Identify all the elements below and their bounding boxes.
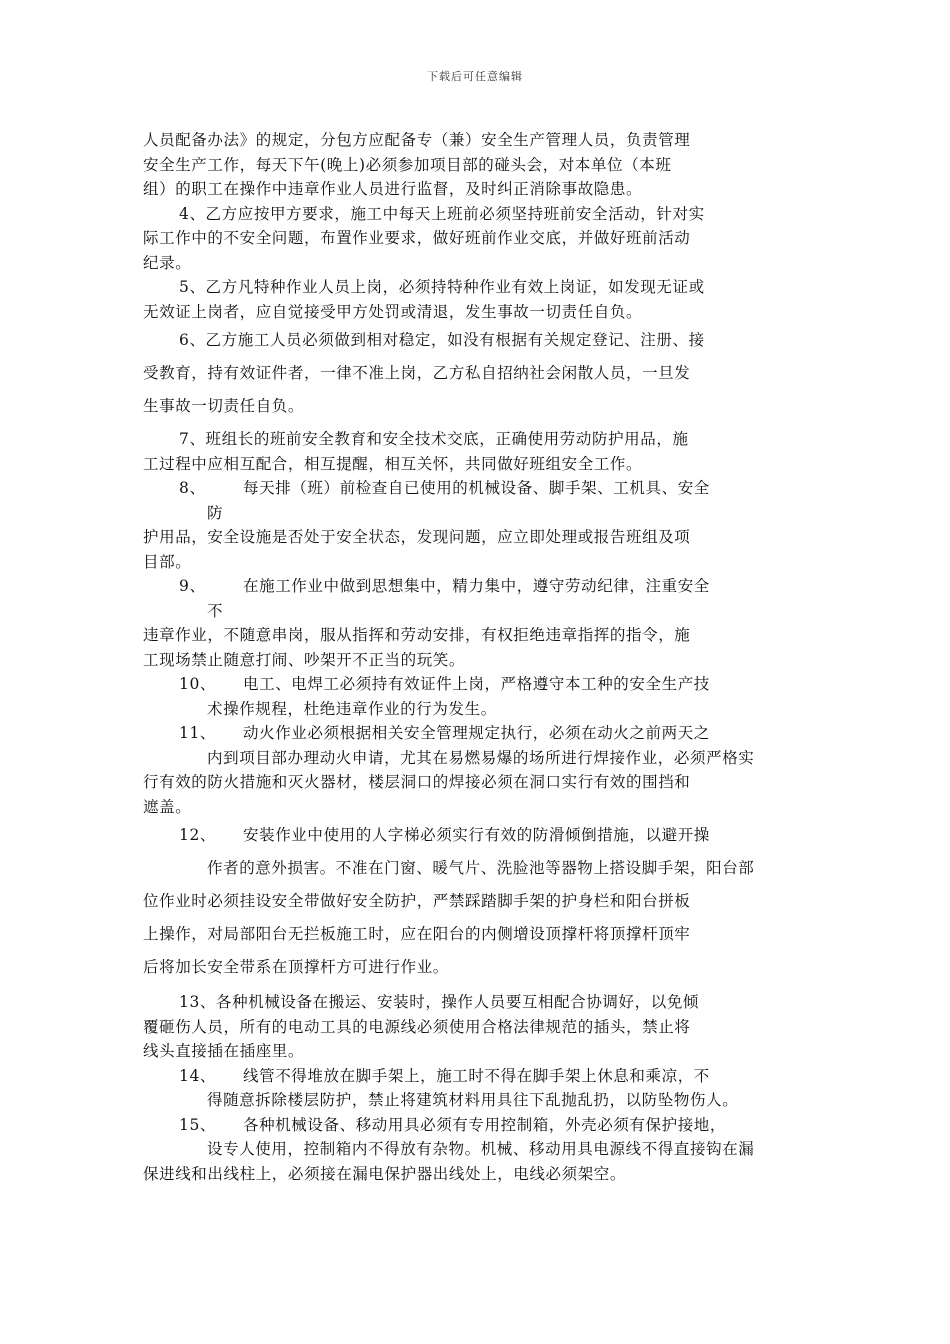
paragraph-line: 保进线和出线柱上，必须接在漏电保护器出线处上，电线必须架空。: [143, 1164, 627, 1183]
paragraph-line: [143, 819, 808, 852]
line-text: 安装作业中使用的人字梯必须实行有效的防滑倾倒措施，以避开操: [243, 826, 710, 844]
paragraph-p10: [143, 672, 808, 721]
paragraph-line: 遮盖。: [143, 797, 192, 816]
paragraph-p15: [143, 1113, 808, 1187]
item-number: 9、: [179, 577, 206, 595]
paragraph-line: 6、乙方施工人员必须做到相对稳定，如没有根据有关规定登记、注册、接: [179, 331, 705, 349]
paragraph-line: 无效证上岗者，应自觉接受甲方处罚或清退，发生事故一切责任自负。: [143, 302, 643, 321]
paragraph-line: 4、乙方应按甲方要求，施工中每天上班前必须坚持班前安全活动，针对实: [179, 204, 705, 223]
paragraph-line: 纪录。: [143, 253, 192, 272]
paragraph-line: 13、各种机械设备在搬运、安装时，操作人员要互相配合协调好，以免倾: [179, 993, 700, 1011]
paragraph-p4: [143, 202, 808, 276]
paragraph-p3: [143, 128, 808, 202]
line-text: 线管不得堆放在脚手架上，施工时不得在脚手架上休息和乘凉，不: [243, 1066, 710, 1085]
paragraph-line: [143, 574, 808, 599]
item-number: 15、: [179, 1115, 217, 1134]
paragraph-line: 覆砸伤人员，所有的电动工具的电源线必须使用合格法律规范的插头，禁止将: [143, 1017, 691, 1036]
paragraph-line: [143, 1064, 808, 1089]
paragraph-line: 位作业时必须挂设安全带做好安全防护，严禁踩踏脚手架的护身栏和阳台拼板: [143, 892, 691, 910]
paragraph-line: 得随意拆除楼层防护，禁止将建筑材料用具往下乱抛乱扔，以防坠物伤人。: [207, 1091, 739, 1109]
paragraph-line: 护用品，安全设施是否处于安全状态，发现问题，应立即处理或报告班组及项: [143, 528, 691, 546]
paragraph-line: 上操作，对局部阳台无拦板施工时，应在阳台的内侧增设顶撑杆将顶撑杆顶牢: [143, 925, 691, 943]
item-number: 10、: [179, 675, 217, 693]
paragraph-line: 违章作业，不随意串岗，服从指挥和劳动安排，有权拒绝违章指挥的指令，施: [143, 626, 691, 644]
paragraph-line: 7、班组长的班前安全教育和安全技术交底，正确使用劳动防护用品，施: [179, 430, 689, 448]
paragraph-line: 目部。: [143, 552, 192, 571]
paragraph-p9: [143, 574, 808, 672]
page-header-note: 下载后可任意编辑: [427, 70, 523, 83]
item-number: 8、: [179, 479, 206, 497]
paragraph-line: [143, 476, 808, 501]
paragraph-p5: [143, 275, 808, 324]
paragraph-p14: [143, 1064, 808, 1113]
paragraph-line: 安全生产工作，每天下午(晚上)必须参加项目部的碰头会，对本单位（本班: [143, 155, 672, 174]
paragraph-p13: [143, 990, 808, 1064]
line-text: 在施工作业中做到思想集中，精力集中，遵守劳动纪律，注重安全: [243, 577, 710, 595]
paragraph-line: 作者的意外损害。不准在门窗、暖气片、洗脸池等器物上搭设脚手架，阳台部: [207, 859, 755, 877]
paragraph-line: 行有效的防火措施和灭火器材，楼层洞口的焊接必须在洞口实行有效的围挡和: [143, 773, 691, 791]
paragraph-line: 线头直接插在插座里。: [143, 1042, 305, 1060]
paragraph-p6: [143, 324, 808, 423]
paragraph-line: 5、乙方凡特种作业人员上岗，必须持特种作业有效上岗证，如发现无证或: [179, 278, 705, 296]
line-text: 电工、电焊工必须持有效证件上岗，严格遵守本工种的安全生产技: [243, 675, 710, 693]
paragraph-line: [143, 672, 808, 697]
paragraph-line: 工过程中应相互配合，相互提醒，相互关怀，共同做好班组安全工作。: [143, 454, 643, 473]
paragraph-line: [143, 721, 808, 746]
paragraph-line: [143, 1113, 808, 1138]
paragraph-line: 组）的职工在操作中违章作业人员进行监督，及时纠正消除事故隐患。: [143, 180, 643, 198]
paragraph-line: 生事故一切责任自负。: [143, 397, 305, 415]
paragraph-line: 人员配备办法》的规定，分包方应配备专（兼）安全生产管理人员，负责管理: [143, 131, 691, 149]
paragraph-line: 设专人使用，控制箱内不得放有杂物。机械、移动用具电源线不得直接钩在漏: [207, 1140, 755, 1158]
paragraph-line: 术操作规程，杜绝违章作业的行为发生。: [207, 699, 497, 718]
paragraph-line: 受教育，持有效证件者，一律不准上岗，乙方私自招纳社会闲散人员，一旦发: [143, 364, 691, 382]
item-number: 14、: [179, 1066, 217, 1085]
paragraph-line: 防: [207, 503, 224, 522]
paragraph-line: 内到项目部办理动火申请，尤其在易燃易爆的场所进行焊接作业，必须严格实: [207, 748, 755, 767]
item-number: 12、: [179, 826, 217, 844]
paragraph-p12: [143, 819, 808, 984]
paragraph-line: 际工作中的不安全问题，布置作业要求，做好班前作业交底，并做好班前活动: [143, 229, 691, 247]
paragraph-line: 不: [207, 601, 224, 620]
document-body: [143, 128, 808, 1186]
line-text: 动火作业必须根据相关安全管理规定执行，必须在动火之前两天之: [243, 724, 710, 742]
paragraph-p11: [143, 721, 808, 819]
line-text: 每天排（班）前检查自已使用的机械设备、脚手架、工机具、安全: [243, 479, 710, 497]
paragraph-p7: [143, 427, 808, 476]
paragraph-line: 后将加长安全带系在顶撑杆方可进行作业。: [143, 958, 449, 976]
paragraph-line: 工现场禁止随意打闹、吵架开不正当的玩笑。: [143, 650, 466, 669]
line-text: 各种机械设备、移动用具必须有专用控制箱，外壳必须有保护接地，: [243, 1115, 727, 1134]
paragraph-p8: [143, 476, 808, 574]
item-number: 11、: [179, 724, 217, 742]
